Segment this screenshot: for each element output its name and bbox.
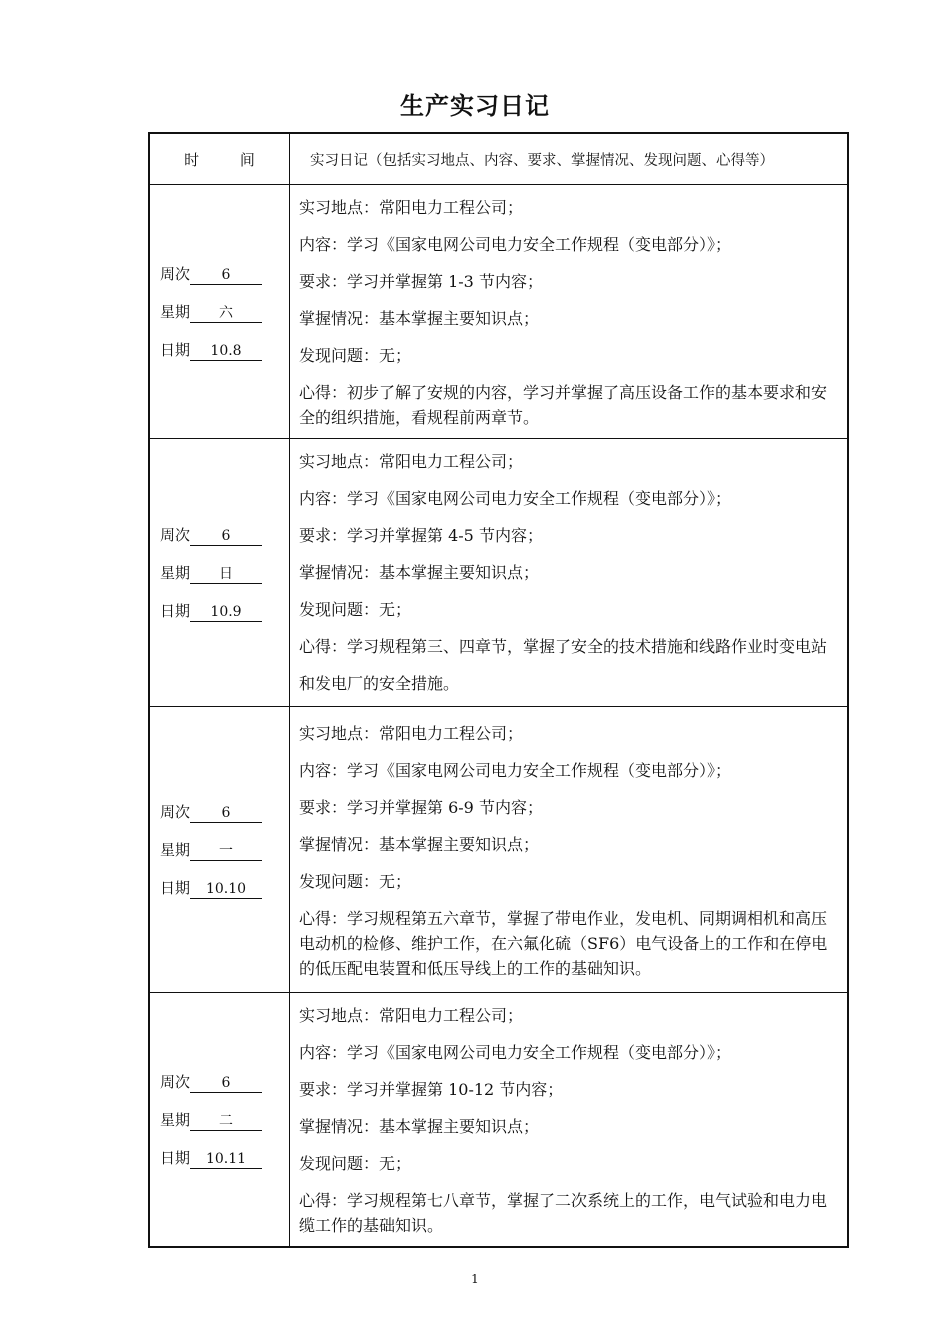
- date-label: 日期: [160, 878, 191, 897]
- entry-location: 实习地点：常阳电力工程公司；: [299, 1006, 524, 1025]
- entry-problems: 发现问题：无；: [299, 1154, 412, 1173]
- entry-requirement: 要求：学习并掌握第 10-12 节内容；: [299, 1080, 564, 1099]
- weekday-label: 星期: [160, 563, 191, 582]
- weekday-value: 日: [190, 565, 262, 584]
- entry-insight: 心得：学习规程第七八章节，掌握了二次系统上的工作，电气试验和电力电缆工作的基础知识。: [299, 1191, 828, 1235]
- date-line: [160, 1139, 289, 1177]
- date-label: 日期: [160, 1148, 191, 1167]
- entry-location: 实习地点：常阳电力工程公司；: [299, 723, 524, 743]
- entry-content: [290, 185, 849, 439]
- entry-meta: [149, 993, 290, 1248]
- entry-content-text: 内容：学习《国家电网公司电力安全工作规程（变电部分）》；: [299, 235, 732, 254]
- week-value: 6: [190, 804, 262, 823]
- week-line: [160, 255, 289, 293]
- entry-insight: 心得：初步了解了安规的内容，学习并掌握了高压设备工作的基本要求和安全的组织措施，看规程前两章节。: [299, 383, 828, 427]
- entry-location: 实习地点：常阳电力工程公司；: [299, 198, 524, 217]
- week-line: [160, 516, 289, 554]
- date-value: 10.10: [190, 880, 262, 899]
- diary-table: [148, 132, 849, 1248]
- entry-requirement: 要求：学习并掌握第 1-3 节内容；: [299, 272, 543, 291]
- diary-entry-row: [149, 993, 848, 1248]
- entry-meta: [149, 185, 290, 439]
- date-label: 日期: [160, 340, 191, 359]
- weekday-label: 星期: [160, 840, 191, 859]
- diary-entry-row: [149, 707, 848, 993]
- week-value: 6: [190, 266, 262, 285]
- entry-insight: 心得：学习规程第五六章节，掌握了带电作业，发电机、同期调相机和高压电动机的检修、维护工作，在六氟化硫（SF6）电气设备上的工作和在停电的低压配电装置和低压导线上的工作的基础知识。: [299, 908, 828, 978]
- week-value: 6: [190, 1074, 262, 1093]
- week-label: 周次: [160, 802, 191, 821]
- weekday-line: [160, 831, 289, 869]
- week-label: 周次: [160, 525, 191, 544]
- weekday-line: [160, 1101, 289, 1139]
- date-label: 日期: [160, 601, 191, 620]
- diary-entry-row: [149, 439, 848, 707]
- date-line: [160, 331, 289, 369]
- entry-problems: 发现问题：无；: [299, 600, 412, 619]
- entry-mastery: 掌握情况：基本掌握主要知识点；: [299, 1117, 540, 1136]
- entry-content: [290, 993, 849, 1248]
- entry-mastery: 掌握情况：基本掌握主要知识点；: [299, 309, 540, 328]
- page-title: 生产实习日记: [400, 92, 550, 120]
- week-line: [160, 793, 289, 831]
- weekday-value: 二: [190, 1112, 262, 1131]
- weekday-label: 星期: [160, 302, 191, 321]
- entry-mastery: 掌握情况：基本掌握主要知识点；: [299, 834, 540, 854]
- weekday-line: [160, 554, 289, 592]
- entry-requirement: 要求：学习并掌握第 6-9 节内容；: [299, 797, 543, 817]
- weekday-value: 六: [190, 304, 262, 323]
- weekday-value: 一: [190, 842, 262, 861]
- week-label: 周次: [160, 1072, 191, 1091]
- week-label: 周次: [160, 264, 191, 283]
- entry-requirement: 要求：学习并掌握第 4-5 节内容；: [299, 526, 543, 545]
- date-line: [160, 592, 289, 630]
- entry-insight: 心得：学习规程第三、四章节，掌握了安全的技术措施和线路作业时变电站和发电厂的安全措施。: [299, 637, 828, 693]
- entry-problems: 发现问题：无；: [299, 871, 412, 891]
- date-value: 10.8: [190, 342, 262, 361]
- week-line: [160, 1063, 289, 1101]
- entry-content-text: 内容：学习《国家电网公司电力安全工作规程（变电部分）》；: [299, 1043, 732, 1062]
- entry-content-text: 内容：学习《国家电网公司电力安全工作规程（变电部分）》；: [299, 489, 732, 508]
- header-time: 时 间: [149, 133, 290, 185]
- date-value: 10.9: [190, 603, 262, 622]
- entry-content-text: 内容：学习《国家电网公司电力安全工作规程（变电部分）》；: [299, 760, 732, 780]
- entry-meta: [149, 439, 290, 707]
- header-description: 实习日记（包括实习地点、内容、要求、掌握情况、发现问题、心得等）: [290, 133, 849, 185]
- date-value: 10.11: [190, 1150, 262, 1169]
- week-value: 6: [190, 527, 262, 546]
- entry-content: [290, 439, 849, 707]
- date-line: [160, 869, 289, 907]
- entry-mastery: 掌握情况：基本掌握主要知识点；: [299, 563, 540, 582]
- entry-location: 实习地点：常阳电力工程公司；: [299, 452, 524, 471]
- table-header-row: [149, 133, 848, 185]
- diary-entry-row: [149, 185, 848, 439]
- entry-problems: 发现问题：无；: [299, 346, 412, 365]
- weekday-line: [160, 293, 289, 331]
- page-number: 1: [471, 1272, 479, 1286]
- entry-meta: [149, 707, 290, 993]
- weekday-label: 星期: [160, 1110, 191, 1129]
- entry-content: [290, 707, 849, 993]
